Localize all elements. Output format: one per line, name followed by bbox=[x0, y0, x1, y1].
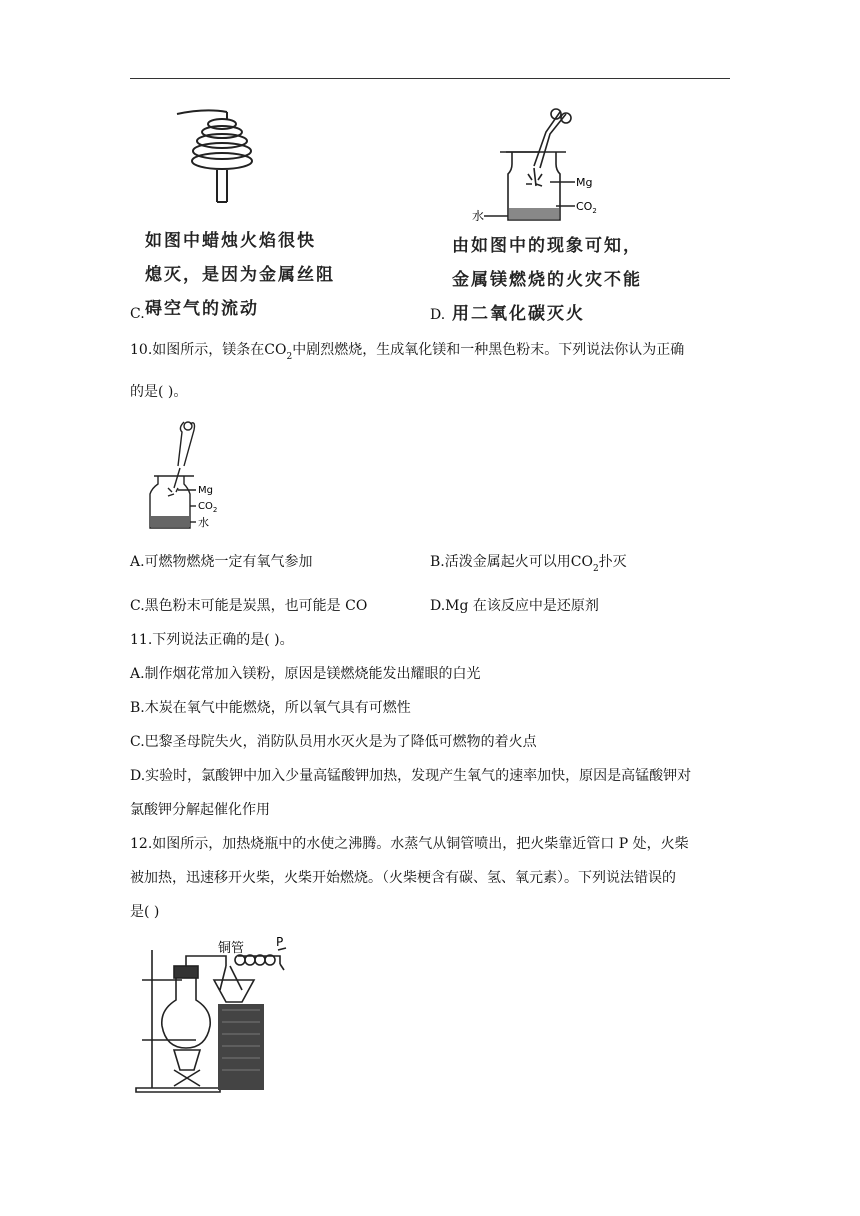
caption-line: 用二氧化碳灭火 bbox=[452, 304, 585, 324]
candle-coil-figure bbox=[165, 100, 275, 210]
mg-co2-jar-figure bbox=[470, 108, 610, 226]
q10-stem-part: 10.如图所示，镁条在 bbox=[130, 342, 265, 358]
fig-d-water-label: 水 bbox=[472, 209, 485, 223]
q10-fig-mg-label: Mg bbox=[198, 485, 213, 496]
option-d-label: D. bbox=[430, 307, 446, 323]
option-d-caption bbox=[452, 229, 642, 331]
q12-stem-line3: 是( ) bbox=[130, 904, 160, 920]
q10-option-b: B.活泼金属起火可以用$CO_2$扑灭 bbox=[430, 554, 627, 574]
q11-option-d-line1: D.实验时，氯酸钾中加入少量高锰酸钾加热，发现产生氧气的速率加快，原因是高锰酸钾对 bbox=[130, 768, 692, 784]
caption-line: 由如图中的现象可知， bbox=[452, 236, 642, 256]
copper-tube-label: 铜管 bbox=[218, 941, 245, 956]
co2-formula: $CO_2$ bbox=[570, 554, 599, 574]
q11-option-a: A.制作烟花常加入镁粉，原因是镁燃烧能发出耀眼的白光 bbox=[130, 666, 481, 682]
q11-option-c: C.巴黎圣母院失火，消防队员用水灭火是为了降低可燃物的着火点 bbox=[130, 734, 537, 750]
q10-stem bbox=[130, 340, 684, 367]
q10-option-c: C.黑色粉末可能是炭黑，也可能是 CO bbox=[130, 598, 368, 614]
option-c-caption bbox=[145, 224, 335, 326]
q10-option-a: A.可燃物燃烧一定有氧气参加 bbox=[130, 554, 313, 570]
caption-line: 熄灭，是因为金属丝阻 bbox=[145, 265, 335, 285]
q10-option-d: D.Mg 在该反应中是还原剂 bbox=[430, 598, 599, 614]
caption-line: 碍空气的流动 bbox=[145, 299, 259, 319]
fig-d-co2-label: $CO_2$ bbox=[576, 200, 597, 215]
q12-apparatus-figure bbox=[130, 930, 305, 1098]
q11-option-b: B.木炭在氧气中能燃烧，所以氧气具有可燃性 bbox=[130, 700, 411, 716]
q11-stem: 11.下列说法正确的是( )。 bbox=[130, 632, 294, 648]
q10-fig-water-label: 水 bbox=[198, 516, 209, 529]
fig-d-mg-label: Mg bbox=[576, 176, 593, 189]
caption-line: 金属镁燃烧的火灾不能 bbox=[452, 270, 642, 290]
q11-option-d-line2: 氯酸钾分解起催化作用 bbox=[130, 802, 270, 818]
co2-formula: $CO_2$ bbox=[264, 342, 293, 362]
q10-mg-jar-figure bbox=[138, 418, 228, 533]
option-c-label: C. bbox=[130, 306, 145, 322]
p-label: P bbox=[276, 935, 284, 949]
q10-fig-co2-label: $CO_2$ bbox=[198, 501, 218, 514]
q12-stem-line1: 12.如图所示，加热烧瓶中的水使之沸腾。水蒸气从铜管喷出，把火柴靠近管口 P 处，火柴 bbox=[130, 836, 689, 852]
q12-stem-line2: 被加热，迅速移开火柴，火柴开始燃烧。（火柴梗含有碳、氢、氧元素）。下列说法错误的 bbox=[130, 870, 676, 886]
header-rule bbox=[130, 78, 730, 79]
q10-stem-line2: 的是( )。 bbox=[130, 384, 188, 400]
q10-stem-part: 中剧烈燃烧，生成氧化镁和一种黑色粉末。下列说法你认为正确 bbox=[292, 342, 685, 358]
caption-line: 如图中蜡烛火焰很快 bbox=[145, 231, 316, 251]
